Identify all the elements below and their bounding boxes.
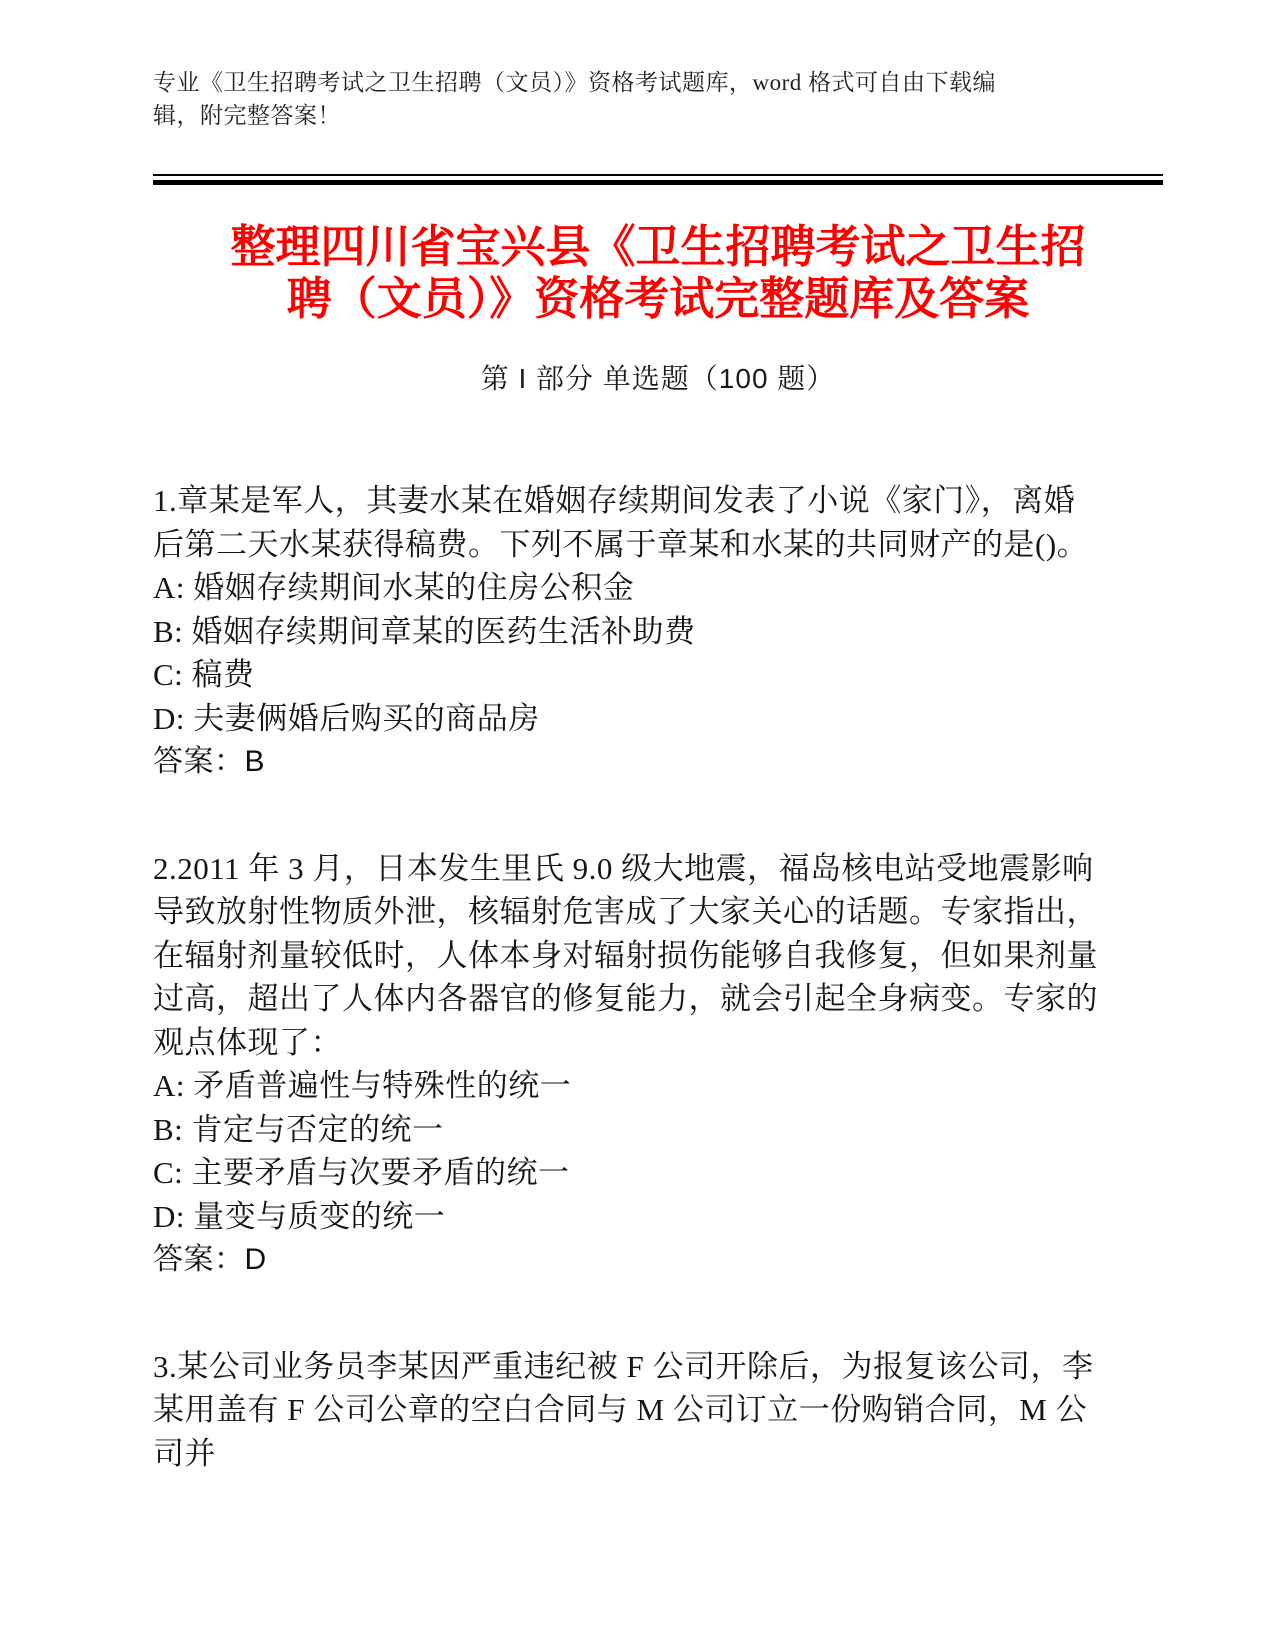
question-2: [153, 847, 1103, 1282]
answer-line: 答案：D: [153, 1243, 267, 1276]
section-heading: 第 I 部分 单选题（100 题）: [480, 363, 836, 394]
option-a: A: 婚姻存续期间水某的住房公积金: [153, 570, 635, 605]
answer-line: 答案：B: [153, 745, 266, 778]
question-stem: 3.某公司业务员李某因严重违纪被 F 公司开除后，为报复该公司，李某用盖有 F 公司公章的空白合同与 M 公司订立一份购销合同，M 公司并: [153, 1348, 1094, 1471]
question-1: [153, 479, 1103, 784]
question-stem: 2.2011 年 3 月，日本发生里氏 9.0 级大地震，福岛核电站受地震影响导致放射性物质外泄，核辐射危害成了大家关心的话题。专家指出，在辐射剂量较低时，人体本身对辐射损伤能够自我修复，但如果剂量过高，超出了人体内各器官的修复能力，就会引起全身病变。专家的观点体现了：: [153, 850, 1098, 1060]
question-3: [153, 1345, 1103, 1476]
option-a: A: 矛盾普遍性与特殊性的统一: [153, 1068, 572, 1103]
option-c: C: 主要矛盾与次要矛盾的统一: [153, 1155, 570, 1190]
option-b: B: 肯定与否定的统一: [153, 1111, 444, 1147]
header-divider: [153, 174, 1163, 185]
page-title: 整理四川省宝兴县《卫生招聘考试之卫生招聘（文员）》资格考试完整题库及答案: [230, 221, 1086, 324]
option-b: B: 婚姻存续期间章某的医药生活补助费: [153, 613, 696, 649]
option-d: D: 夫妻俩婚后购买的商品房: [153, 700, 540, 736]
option-d: D: 量变与质变的统一: [153, 1198, 446, 1234]
header-note: 专业《卫生招聘考试之卫生招聘（文员）》资格考试题库，word 格式可自由下载编辑，附完整答案！: [153, 70, 997, 128]
option-c: C: 稿费: [153, 657, 255, 692]
question-list: [153, 479, 1103, 1475]
question-stem: 1.章某是军人，其妻水某在婚姻存续期间发表了小说《家门》，离婚后第二天水某获得稿费。下列不属于章某和水某的共同财产的是()。: [153, 483, 1089, 562]
